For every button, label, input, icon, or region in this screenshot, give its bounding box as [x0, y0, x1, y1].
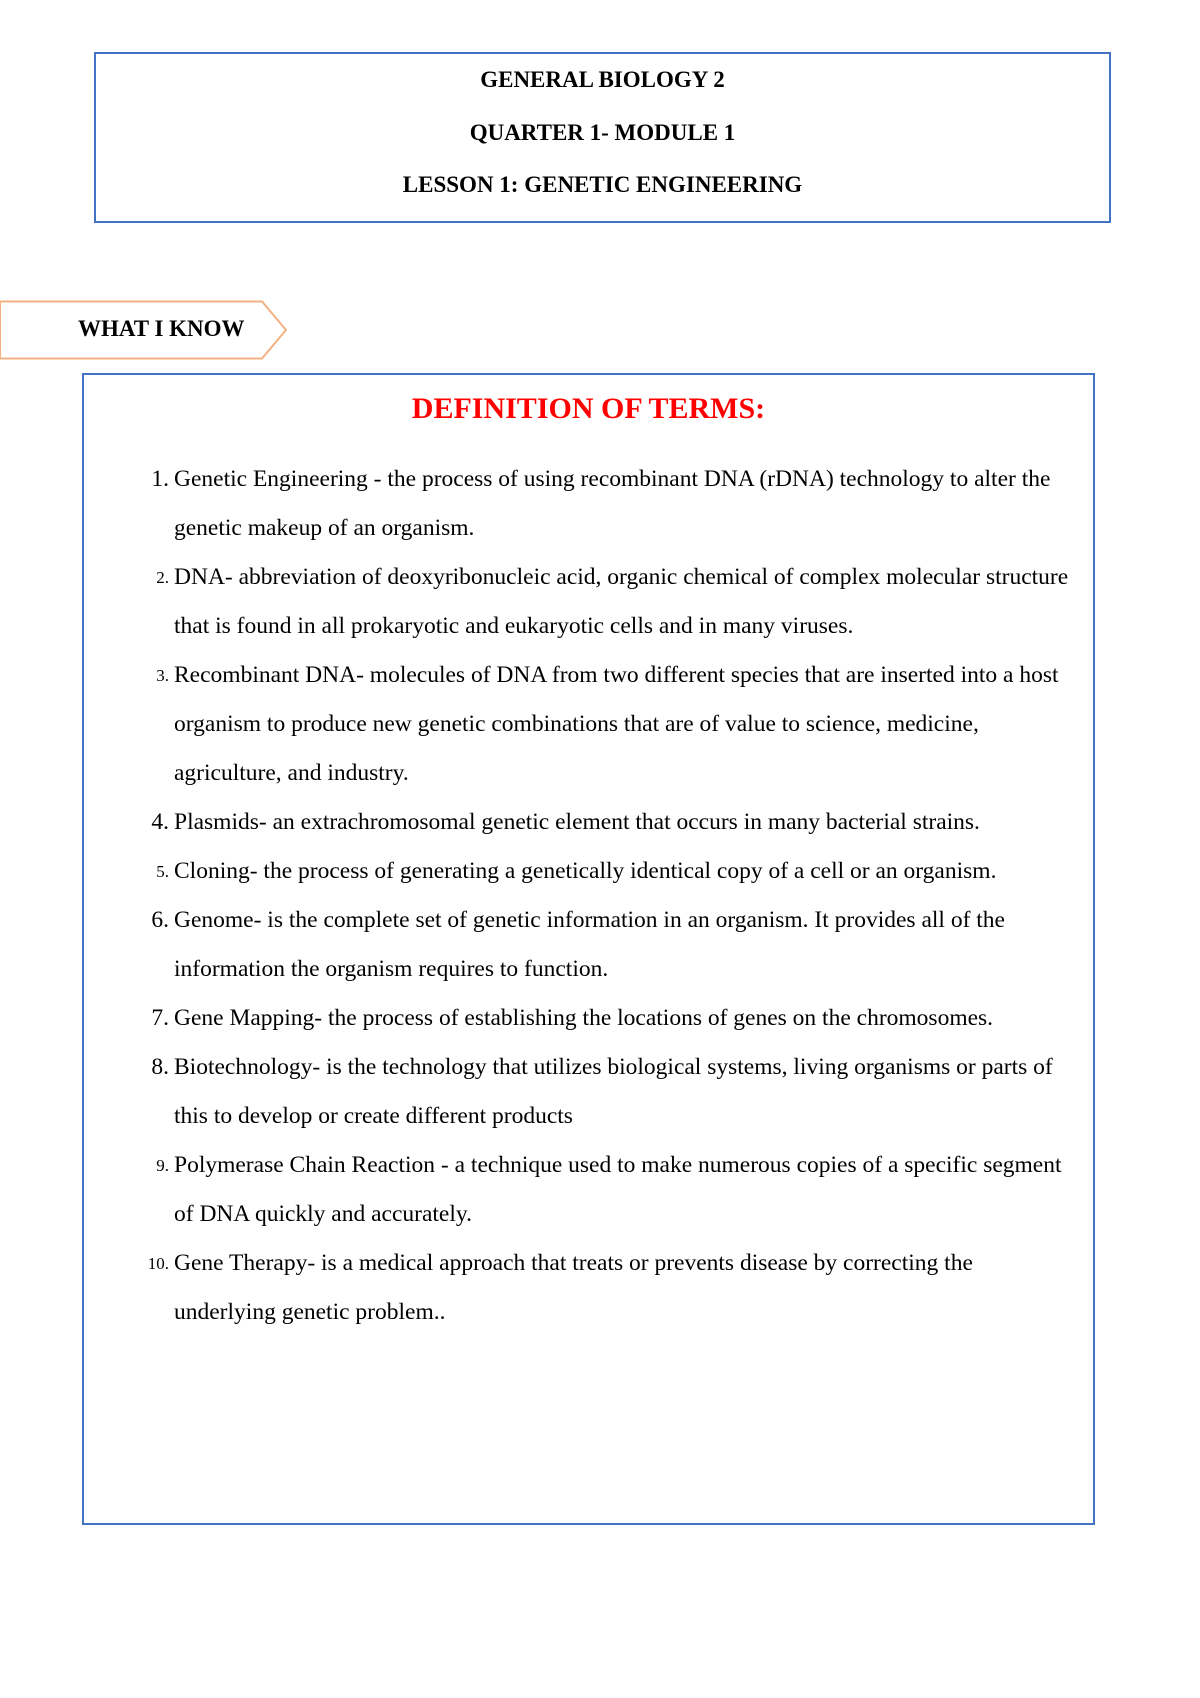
definition-item: [84, 896, 1093, 994]
definition-item: [84, 994, 1093, 1043]
definitions-box: [82, 373, 1095, 1525]
what-i-know-label: WHAT I KNOW: [78, 316, 245, 341]
definition-number: 3.: [156, 666, 169, 685]
definition-text: Cloning- the process of generating a genetically identical copy of a cell or an organism.: [174, 858, 997, 884]
definition-item: [84, 1239, 1093, 1337]
quarter-module: QUARTER 1- MODULE 1: [469, 120, 736, 145]
definition-item: [84, 847, 1093, 896]
definition-text: Genetic Engineering - the process of using recombinant DNA (rDNA) technology to alter the genetic makeup of an organism.: [174, 466, 1051, 541]
definition-number: 4.: [151, 809, 169, 835]
definition-number: 2.: [156, 568, 169, 587]
definition-number: 10.: [147, 1254, 169, 1273]
definition-text: Recombinant DNA- molecules of DNA from two different species that are inserted into a host organism to produce new genetic combinations that are of value to science, medicine, agriculture, and industry.: [174, 662, 1059, 786]
definition-number: 6.: [151, 907, 169, 933]
course-title: GENERAL BIOLOGY 2: [480, 67, 725, 92]
definition-text: DNA- abbreviation of deoxyribonucleic acid, organic chemical of complex molecular structure that is found in all prokaryotic and eukaryotic cells and in many viruses.: [174, 564, 1069, 639]
definitions-title: DEFINITION OF TERMS:: [411, 392, 766, 425]
definition-number: 7.: [151, 1005, 169, 1031]
definition-item: [84, 1043, 1093, 1141]
what-i-know-banner: [0, 300, 290, 360]
definition-item: [84, 553, 1093, 651]
definition-number: 9.: [156, 1156, 169, 1175]
definition-text: Polymerase Chain Reaction - a technique used to make numerous copies of a specific segment of DNA quickly and accurately.: [174, 1152, 1062, 1227]
lesson-title: LESSON 1: GENETIC ENGINEERING: [402, 172, 803, 197]
definition-text: Gene Mapping- the process of establishing the locations of genes on the chromosomes.: [174, 1005, 994, 1031]
definition-number: 5.: [156, 862, 169, 881]
definition-number: 1.: [151, 466, 169, 492]
definition-item: [84, 651, 1093, 798]
definition-text: Genome- is the complete set of genetic information in an organism. It provides all of the information the organism requires to function.: [174, 907, 1005, 982]
definition-item: [84, 455, 1093, 553]
definition-text: Biotechnology- is the technology that utilizes biological systems, living organisms or parts of this to develop or create different products: [174, 1054, 1053, 1129]
definition-item: [84, 1141, 1093, 1239]
header-box: [94, 52, 1111, 223]
definitions-list: [84, 455, 1093, 1337]
definition-number: 8.: [151, 1054, 169, 1080]
definition-text: Gene Therapy- is a medical approach that treats or prevents disease by correcting the underlying genetic problem..: [174, 1250, 973, 1325]
definition-item: [84, 798, 1093, 847]
definition-text: Plasmids- an extrachromosomal genetic element that occurs in many bacterial strains.: [174, 809, 980, 835]
